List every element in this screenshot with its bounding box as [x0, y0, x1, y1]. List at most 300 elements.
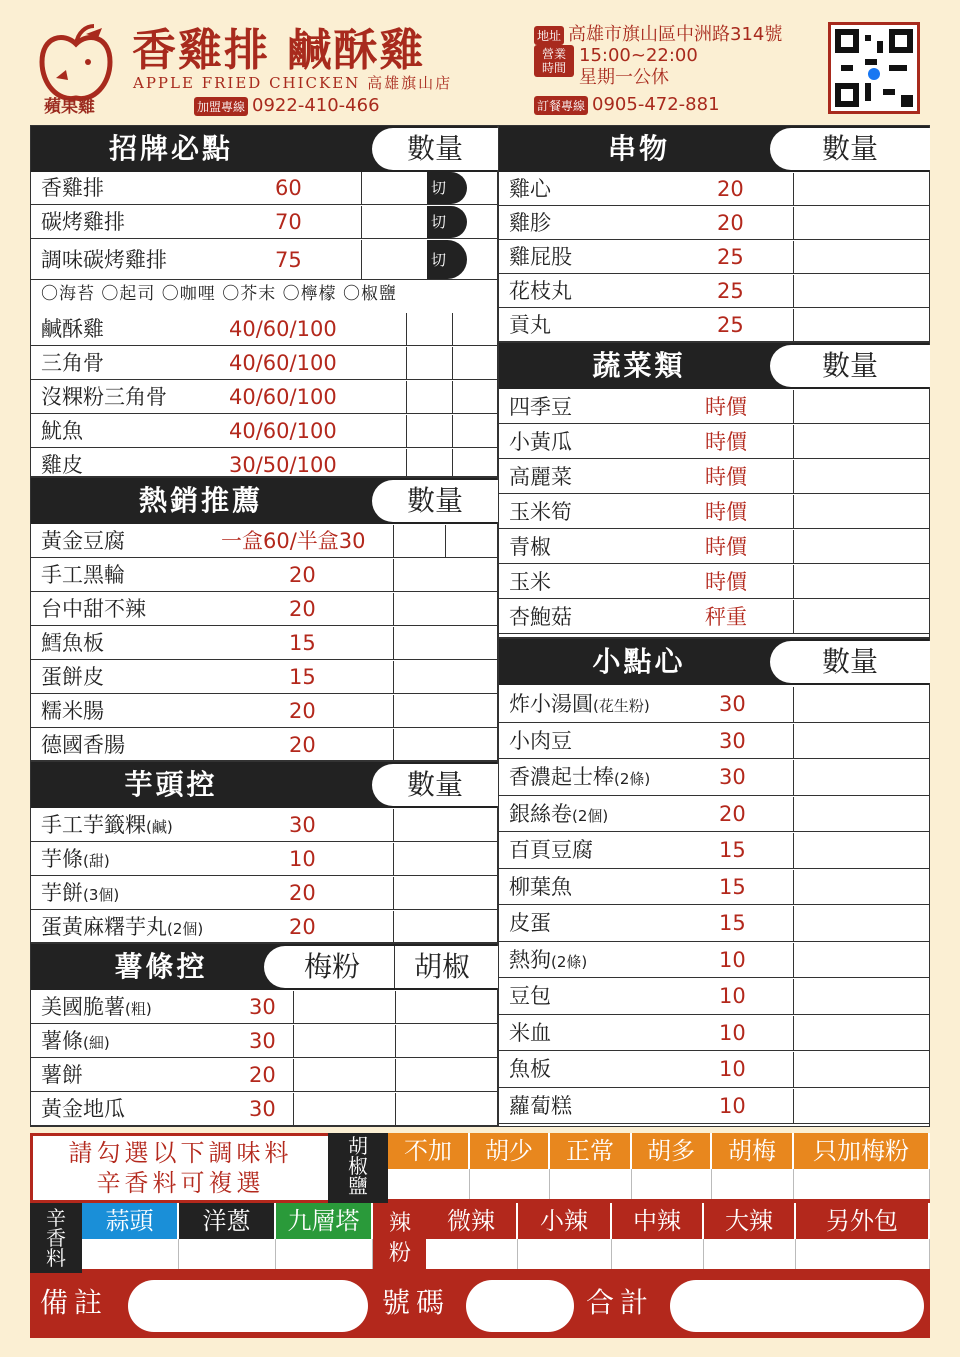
qty-cell[interactable] — [294, 1059, 395, 1091]
item-name-text: 蘿蔔糕 — [509, 1093, 572, 1118]
qty-cell[interactable] — [394, 911, 499, 943]
pepper-option-checkbox[interactable] — [632, 1169, 712, 1199]
qty-cell[interactable] — [794, 309, 931, 341]
item-price: 10 — [719, 1020, 746, 1045]
menu-item-row — [31, 381, 497, 414]
seasoning-section — [30, 1133, 930, 1338]
menu-item-row — [499, 173, 929, 206]
spice-option-checkbox[interactable] — [82, 1239, 179, 1269]
address-line — [534, 20, 782, 46]
item-name — [41, 381, 167, 414]
menu-item-row — [31, 172, 497, 205]
pepper-option-label: 胡梅 — [712, 1133, 794, 1169]
snacks-header — [499, 639, 929, 685]
menu-item-row — [31, 313, 497, 346]
item-name — [509, 906, 551, 942]
qty-cell[interactable] — [394, 525, 499, 557]
item-price: 時價 — [705, 535, 747, 559]
menu-item-row — [31, 1093, 497, 1126]
taro-section — [30, 761, 498, 943]
notes-field[interactable] — [128, 1280, 368, 1332]
item-name-text: 鱈魚板 — [41, 631, 104, 655]
taro-header — [31, 762, 497, 808]
qty-cell[interactable] — [394, 661, 499, 693]
pepper-option-label: 胡少 — [470, 1133, 550, 1169]
spice-option-label: 洋蔥 — [179, 1203, 276, 1239]
item-price: 20 — [289, 733, 316, 757]
item-name — [41, 415, 83, 448]
qty-cell[interactable] — [794, 275, 931, 307]
address-tag: 地址 — [534, 26, 564, 45]
item-name — [509, 309, 551, 342]
qty-header: 數量 — [770, 641, 930, 683]
chili-option-checkbox[interactable] — [796, 1239, 930, 1269]
item-price: 20 — [289, 915, 316, 939]
item-name-text: 手工黑輪 — [41, 563, 125, 587]
menu-item-row — [499, 207, 929, 240]
menu-item-row — [499, 870, 929, 906]
item-price: 30/50/100 — [229, 453, 337, 477]
qty-cell[interactable] — [794, 906, 931, 941]
qty-cell[interactable] — [794, 1016, 931, 1051]
qty-header: 數量 — [372, 764, 498, 806]
veg-header — [499, 343, 929, 389]
menu-item-row — [31, 809, 497, 842]
item-note: (2個) — [167, 920, 204, 938]
qr-code[interactable] — [828, 22, 920, 114]
qty-cell[interactable] — [362, 381, 408, 413]
qty-cell[interactable] — [394, 729, 499, 761]
cut-option[interactable]: 切 — [427, 172, 467, 204]
item-name-text: 百頁豆腐 — [509, 838, 593, 862]
pepper-option-checkbox[interactable] — [388, 1169, 470, 1199]
menu-item-row — [499, 530, 929, 564]
pepper-option-checkbox[interactable] — [470, 1169, 550, 1199]
seasoning-options[interactable]: 〇海苔 〇起司 〇咖哩 〇芥末 〇檸檬 〇椒鹽 — [41, 284, 398, 304]
item-name — [509, 724, 572, 760]
item-name — [41, 1059, 83, 1092]
qty-header: 數量 — [770, 345, 930, 387]
qty-cell[interactable] — [394, 843, 499, 875]
item-name — [41, 991, 152, 1026]
menu-item-row — [499, 1052, 929, 1088]
item-name-text: 碳烤雞排 — [41, 210, 125, 234]
menu-item-row — [499, 425, 929, 459]
item-price: 30 — [249, 1029, 276, 1053]
item-name-text: 雞皮 — [41, 453, 83, 477]
hot-title: 熱銷推薦 — [138, 484, 263, 517]
qty-cell[interactable] — [394, 695, 499, 727]
item-price: 30 — [289, 813, 316, 837]
item-price: 時價 — [705, 570, 747, 594]
menu-item-row — [499, 979, 929, 1015]
item-name-text: 手工芋籤粿 — [41, 813, 146, 837]
qty-cell[interactable] — [453, 313, 499, 345]
item-name-text: 銀絲卷 — [509, 801, 572, 826]
qty-cell[interactable] — [294, 1093, 395, 1125]
instruction-line-2: 辛香料可複選 — [96, 1169, 265, 1197]
skewers-title: 串物 — [607, 132, 670, 165]
signature-title: 招牌必點 — [108, 132, 233, 165]
menu-item-row — [499, 1016, 929, 1052]
qty-cell[interactable] — [794, 1089, 931, 1124]
qty-cell[interactable] — [407, 347, 453, 379]
qty-cell[interactable] — [396, 1059, 499, 1091]
snacks-section — [498, 638, 930, 1127]
item-price: 25 — [717, 245, 744, 269]
hours-line — [534, 45, 698, 89]
item-price: 15 — [719, 911, 746, 935]
qty-cell[interactable] — [794, 797, 931, 832]
qty-cell[interactable] — [794, 530, 931, 563]
spice-option-checkbox[interactable] — [276, 1239, 373, 1269]
hours: 15:00~22:00 — [579, 45, 698, 66]
item-name-text: 高麗菜 — [509, 465, 572, 489]
pepper-option-checkbox[interactable] — [550, 1169, 632, 1199]
qty-cell[interactable] — [794, 1052, 931, 1087]
item-price: 時價 — [705, 500, 747, 524]
item-name — [509, 495, 572, 529]
item-name — [509, 1052, 551, 1088]
item-name-text: 台中甜不辣 — [41, 597, 146, 621]
shop-title: 香雞排 鹹酥雞 — [132, 25, 426, 76]
item-price: 25 — [717, 279, 744, 303]
skewers-section — [498, 125, 930, 342]
item-name — [509, 390, 572, 424]
menu-item-row — [31, 415, 497, 448]
qty-cell[interactable] — [396, 1025, 499, 1057]
item-price: 30 — [719, 728, 746, 753]
item-note: (細) — [83, 1034, 110, 1052]
item-name-text: 香濃起士棒 — [509, 765, 614, 789]
item-name-text: 德國香腸 — [41, 733, 125, 757]
menu-item-row — [499, 906, 929, 942]
pepper-col: 胡椒 — [414, 950, 471, 983]
item-note: (2條) — [551, 952, 588, 971]
qty-cell[interactable] — [362, 313, 408, 345]
shop-subtitle: APPLE FRIED CHICKEN 高雄旗山店 — [133, 74, 453, 92]
order-tag: 訂餐專線 — [534, 96, 588, 115]
pepper-option-checkbox[interactable] — [794, 1169, 930, 1199]
qty-cell[interactable] — [396, 991, 499, 1023]
item-name-text: 玉米 — [509, 570, 551, 594]
menu-item-row — [31, 695, 497, 728]
item-name — [41, 313, 104, 346]
menu-item-row — [31, 661, 497, 694]
order-line — [534, 94, 720, 115]
hot-section — [30, 477, 498, 761]
qty-cell[interactable] — [407, 313, 453, 345]
item-name-text: 杏鮑菇 — [509, 605, 572, 629]
item-price: 20 — [289, 881, 316, 905]
qty-cell[interactable] — [294, 991, 395, 1023]
item-name — [509, 460, 572, 494]
item-price: 20 — [717, 177, 744, 201]
pepper-option-checkbox[interactable] — [712, 1169, 794, 1199]
menu-item-row — [31, 911, 497, 944]
item-name-text: 黃金地瓜 — [41, 1097, 125, 1121]
menu-item-row — [499, 760, 929, 796]
menu-item-row — [31, 1025, 497, 1058]
pepper-option-label: 不加 — [388, 1133, 470, 1169]
item-price: 時價 — [705, 395, 747, 419]
item-name-text: 小肉豆 — [509, 728, 572, 753]
qty-cell[interactable] — [362, 415, 408, 447]
item-price: 30 — [719, 692, 746, 716]
item-price: 40/60/100 — [229, 317, 337, 341]
item-name-text: 黃金豆腐 — [41, 529, 125, 553]
item-price: 20 — [289, 597, 316, 621]
fries-cols — [264, 946, 498, 988]
menu-item-row — [499, 241, 929, 274]
item-name — [509, 1016, 551, 1052]
spice-option-label: 蒜頭 — [82, 1203, 179, 1239]
item-price: 20 — [289, 699, 316, 723]
item-price: 一盒60/半盒30 — [221, 529, 366, 553]
item-price: 10 — [719, 1057, 746, 1081]
qty-cell[interactable] — [453, 415, 499, 447]
item-price: 時價 — [705, 465, 747, 489]
qty-cell[interactable] — [794, 724, 931, 759]
qty-cell[interactable] — [394, 627, 499, 659]
item-price: 15 — [289, 631, 316, 655]
item-name — [41, 627, 104, 660]
item-name — [509, 207, 551, 240]
item-name — [509, 600, 572, 634]
qty-cell[interactable] — [794, 760, 931, 795]
menu-item-row — [499, 833, 929, 869]
veg-section — [498, 342, 930, 638]
item-name — [41, 729, 125, 762]
item-name — [509, 530, 551, 564]
menu-item-row — [31, 593, 497, 626]
item-name-text: 魷魚 — [41, 419, 83, 443]
menu-item-row — [499, 390, 929, 424]
item-name — [41, 525, 125, 558]
qty-cell[interactable] — [794, 979, 931, 1014]
order-phone: 0905-472-881 — [592, 94, 720, 115]
menu-item-row — [31, 991, 497, 1024]
menu-item-row — [499, 460, 929, 494]
item-price: 60 — [275, 176, 302, 200]
fries-section — [30, 943, 498, 1127]
qty-header: 數量 — [372, 480, 498, 522]
franchise-line — [194, 95, 380, 116]
instruction-line-1: 請勾選以下調味料 — [68, 1139, 293, 1167]
qty-cell[interactable] — [394, 593, 499, 625]
item-name — [509, 943, 587, 981]
item-price: 20 — [717, 211, 744, 235]
item-name-text: 蛋黃麻糬芋丸 — [41, 915, 167, 939]
qty-cell[interactable] — [794, 425, 931, 458]
item-price: 15 — [719, 874, 746, 899]
menu-item-row — [31, 559, 497, 592]
qty-cell[interactable] — [794, 870, 931, 905]
item-name-text: 雞屁股 — [509, 245, 572, 269]
chili-option-checkbox[interactable] — [704, 1239, 796, 1269]
number-field[interactable] — [466, 1280, 574, 1332]
pepper-option-label: 只加梅粉 — [794, 1133, 930, 1169]
item-price: 70 — [275, 210, 302, 234]
menu-item-row — [499, 943, 929, 979]
qty-header: 數量 — [770, 128, 930, 170]
chili-option-label: 另外包 — [796, 1203, 930, 1239]
menu-item-row — [31, 240, 497, 280]
menu-item-row — [499, 1089, 929, 1125]
fries-header — [31, 944, 497, 990]
item-name-text: 芋餅 — [41, 881, 83, 905]
qty-cell[interactable] — [394, 809, 499, 841]
qty-cell[interactable] — [396, 1093, 499, 1125]
qty-cell[interactable] — [794, 173, 931, 205]
chili-option-checkbox[interactable] — [426, 1239, 518, 1269]
menu-item-row — [31, 347, 497, 380]
item-name — [41, 559, 125, 592]
hours-tag: 營業 時間 — [534, 45, 574, 77]
item-name-text: 蛋餅皮 — [41, 665, 104, 689]
item-name-text: 花枝丸 — [509, 279, 572, 303]
item-name-text: 皮蛋 — [509, 911, 551, 935]
item-note: (甜) — [83, 852, 110, 870]
item-name — [41, 593, 146, 626]
item-price: 15 — [719, 838, 746, 862]
spice-option-checkbox[interactable] — [179, 1239, 276, 1269]
chili-option-label: 小辣 — [518, 1203, 612, 1239]
total-field[interactable] — [670, 1280, 924, 1332]
item-name-text: 沒粿粉三角骨 — [41, 385, 167, 409]
taro-title: 芋頭控 — [124, 768, 218, 801]
item-name-text: 米血 — [509, 1020, 551, 1045]
item-price: 30 — [719, 765, 746, 789]
menu-item-row — [499, 495, 929, 529]
item-note: (花生粉) — [593, 697, 650, 715]
menu-item-row — [499, 724, 929, 760]
menu-item-row — [31, 627, 497, 660]
item-price: 20 — [249, 1063, 276, 1087]
chili-option-label: 中辣 — [612, 1203, 704, 1239]
item-price: 秤重 — [705, 605, 747, 629]
item-name-text: 芋條 — [41, 847, 83, 871]
qty-header: 數量 — [372, 128, 498, 170]
qty-cell[interactable] — [394, 559, 499, 591]
qty-cell[interactable] — [294, 1025, 395, 1057]
cut-option[interactable]: 切 — [427, 240, 467, 279]
chili-option-checkbox[interactable] — [612, 1239, 704, 1269]
item-price: 75 — [275, 248, 302, 272]
pepper-option-label: 正常 — [550, 1133, 632, 1169]
brand-name: 蘋果雞 — [44, 97, 95, 117]
qty-cell[interactable] — [362, 347, 408, 379]
qty-cell[interactable] — [794, 687, 931, 722]
item-name — [41, 1093, 125, 1126]
menu-item-row — [31, 729, 497, 762]
item-name — [41, 809, 173, 844]
item-name-text: 柳葉魚 — [509, 874, 572, 899]
qty-cell[interactable] — [794, 600, 931, 633]
menu-item-row — [31, 877, 497, 910]
item-name — [41, 843, 110, 878]
menu-item-row — [499, 600, 929, 634]
item-name-text: 小黃瓜 — [509, 430, 572, 454]
item-name — [509, 241, 572, 274]
item-name-text: 四季豆 — [509, 395, 572, 419]
pepper-option-label: 胡多 — [632, 1133, 712, 1169]
franchise-phone: 0922-410-466 — [252, 95, 380, 116]
pepper-salt-label: 胡椒鹽 — [328, 1133, 388, 1203]
menu-item-row — [499, 687, 929, 723]
snacks-title: 小點心 — [592, 645, 686, 678]
item-name-text: 雞胗 — [509, 211, 551, 235]
item-name — [509, 833, 593, 869]
chili-option-checkbox[interactable] — [518, 1239, 612, 1269]
closed-day: 星期一公休 — [579, 67, 669, 88]
menu-item-row — [31, 843, 497, 876]
item-name-text: 炸小湯圓 — [509, 692, 593, 716]
item-price: 20 — [719, 801, 746, 826]
item-name-text: 香雞排 — [41, 176, 104, 200]
qty-cell[interactable] — [794, 495, 931, 528]
qty-cell[interactable] — [453, 381, 499, 413]
item-name-text: 薯餅 — [41, 1063, 83, 1087]
franchise-tag: 加盟專線 — [194, 97, 248, 116]
item-name — [41, 172, 104, 205]
item-name — [41, 206, 125, 239]
hot-header — [31, 478, 497, 524]
item-name-text: 玉米筍 — [509, 500, 572, 524]
item-name-text: 魚板 — [509, 1057, 551, 1081]
item-note: (粗) — [125, 1000, 152, 1018]
qty-cell[interactable] — [407, 381, 453, 413]
footer-row — [30, 1273, 930, 1338]
qty-cell[interactable] — [453, 347, 499, 379]
qty-cell[interactable] — [794, 565, 931, 598]
menu-item-row — [499, 275, 929, 308]
item-name-text: 貢丸 — [509, 313, 551, 337]
item-price: 時價 — [705, 430, 747, 454]
item-price: 30 — [249, 1097, 276, 1121]
item-name — [509, 1089, 572, 1125]
item-name — [509, 870, 572, 906]
menu-item-row — [31, 1059, 497, 1092]
item-name — [41, 877, 119, 912]
menu-item-row — [499, 309, 929, 342]
item-name — [509, 979, 551, 1015]
item-name — [41, 661, 104, 694]
item-name — [509, 275, 572, 308]
item-name-text: 熱狗 — [509, 947, 551, 972]
item-note: (3個) — [83, 886, 120, 904]
qty-cell[interactable] — [794, 833, 931, 868]
item-price: 10 — [719, 984, 746, 1008]
qty-cell[interactable] — [794, 390, 931, 423]
item-name — [41, 347, 104, 380]
seasoning-instruction — [33, 1136, 328, 1200]
item-price: 25 — [717, 313, 744, 337]
spice-label: 辛香料 — [30, 1203, 82, 1273]
chili-label: 辣粉 — [374, 1203, 426, 1273]
qty-cell[interactable] — [794, 460, 931, 493]
qty-cell[interactable] — [794, 943, 931, 978]
item-name-text: 薯條 — [41, 1029, 83, 1053]
item-name-text: 豆包 — [509, 984, 551, 1008]
qty-cell[interactable] — [394, 877, 499, 909]
chili-option-label: 大辣 — [704, 1203, 796, 1239]
qty-cell[interactable] — [794, 207, 931, 239]
qty-cell[interactable] — [407, 415, 453, 447]
notes-label: 備註 — [40, 1286, 109, 1319]
qty-cell[interactable] — [794, 241, 931, 273]
cut-option[interactable]: 切 — [427, 206, 467, 238]
